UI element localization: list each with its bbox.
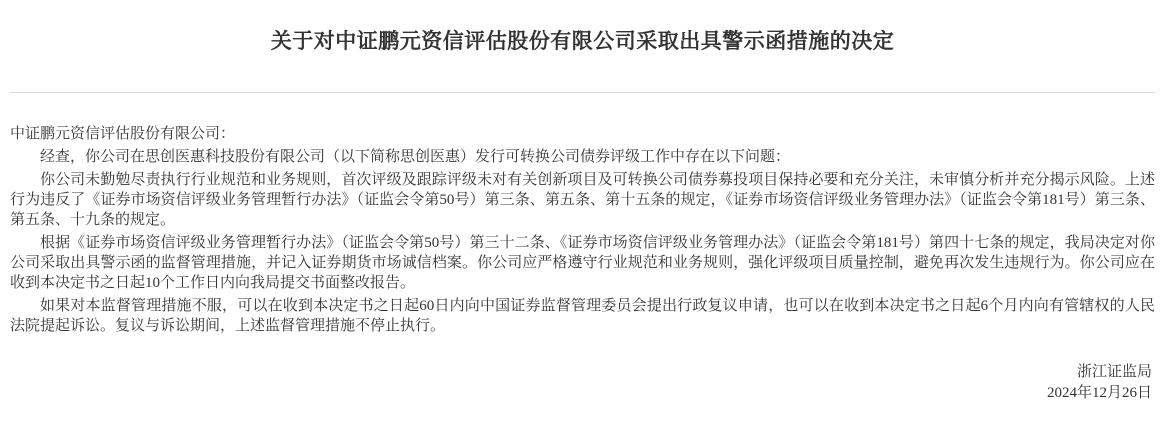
paragraph-decision: 根据《证券市场资信评级业务管理暂行办法》（证监会令第50号）第三十二条、《证券市场资信评级业务管理办法》（证监会令第181号）第四十七条的规定，我局决定对你公司采取出具警示函的监督管理措施，并记入证券期货市场诚信档案。你公司应严格遵守行业规范和业务规则，强化评级项目质量控制，避免再次发生违规行为。你公司应在收到本决定书之日起10个工作日内向我局提交书面整改报告。 — [10, 235, 1155, 291]
issue-date: 2024年12月26日 — [1046, 385, 1152, 401]
document-title: 关于对中证鹏元资信评估股份有限公司采取出具警示函措施的决定 — [270, 29, 895, 53]
signature-block — [10, 362, 1155, 404]
document-body — [10, 124, 1155, 336]
issuer-name: 浙江证监局 — [1076, 364, 1152, 380]
paragraph-findings-intro: 经查，你公司在思创医惠科技股份有限公司（以下简称思创医惠）发行可转换公司债券评级工作中存在以下问题： — [40, 149, 791, 165]
salutation-line: 中证鹏元资信评估股份有限公司： — [10, 126, 236, 142]
paragraph-appeal-rights: 如果对本监督管理措施不服，可以在收到本决定书之日起60日内向中国证券监督管理委员会提出行政复议申请，也可以在收到本决定书之日起6个月内向有管辖权的人民法院提起诉讼。复议与诉讼期间，上述监督管理措施不停止执行。 — [10, 298, 1155, 334]
paragraph-violation-details: 你公司未勤勉尽责执行行业规范和业务规则，首次评级及跟踪评级未对有关创新项目及可转换公司债券募投项目保持必要和充分关注，未审慎分析并充分揭示风险。上述行为违反了《证券市场资信评级业务管理暂行办法》（证监会令第50号）第三条、第五条、第十五条的规定，《证券市场资信评级业务管理办法》（证监会令第181号）第三条、第五条、十九条的规定。 — [10, 172, 1155, 228]
title-divider — [10, 92, 1155, 93]
